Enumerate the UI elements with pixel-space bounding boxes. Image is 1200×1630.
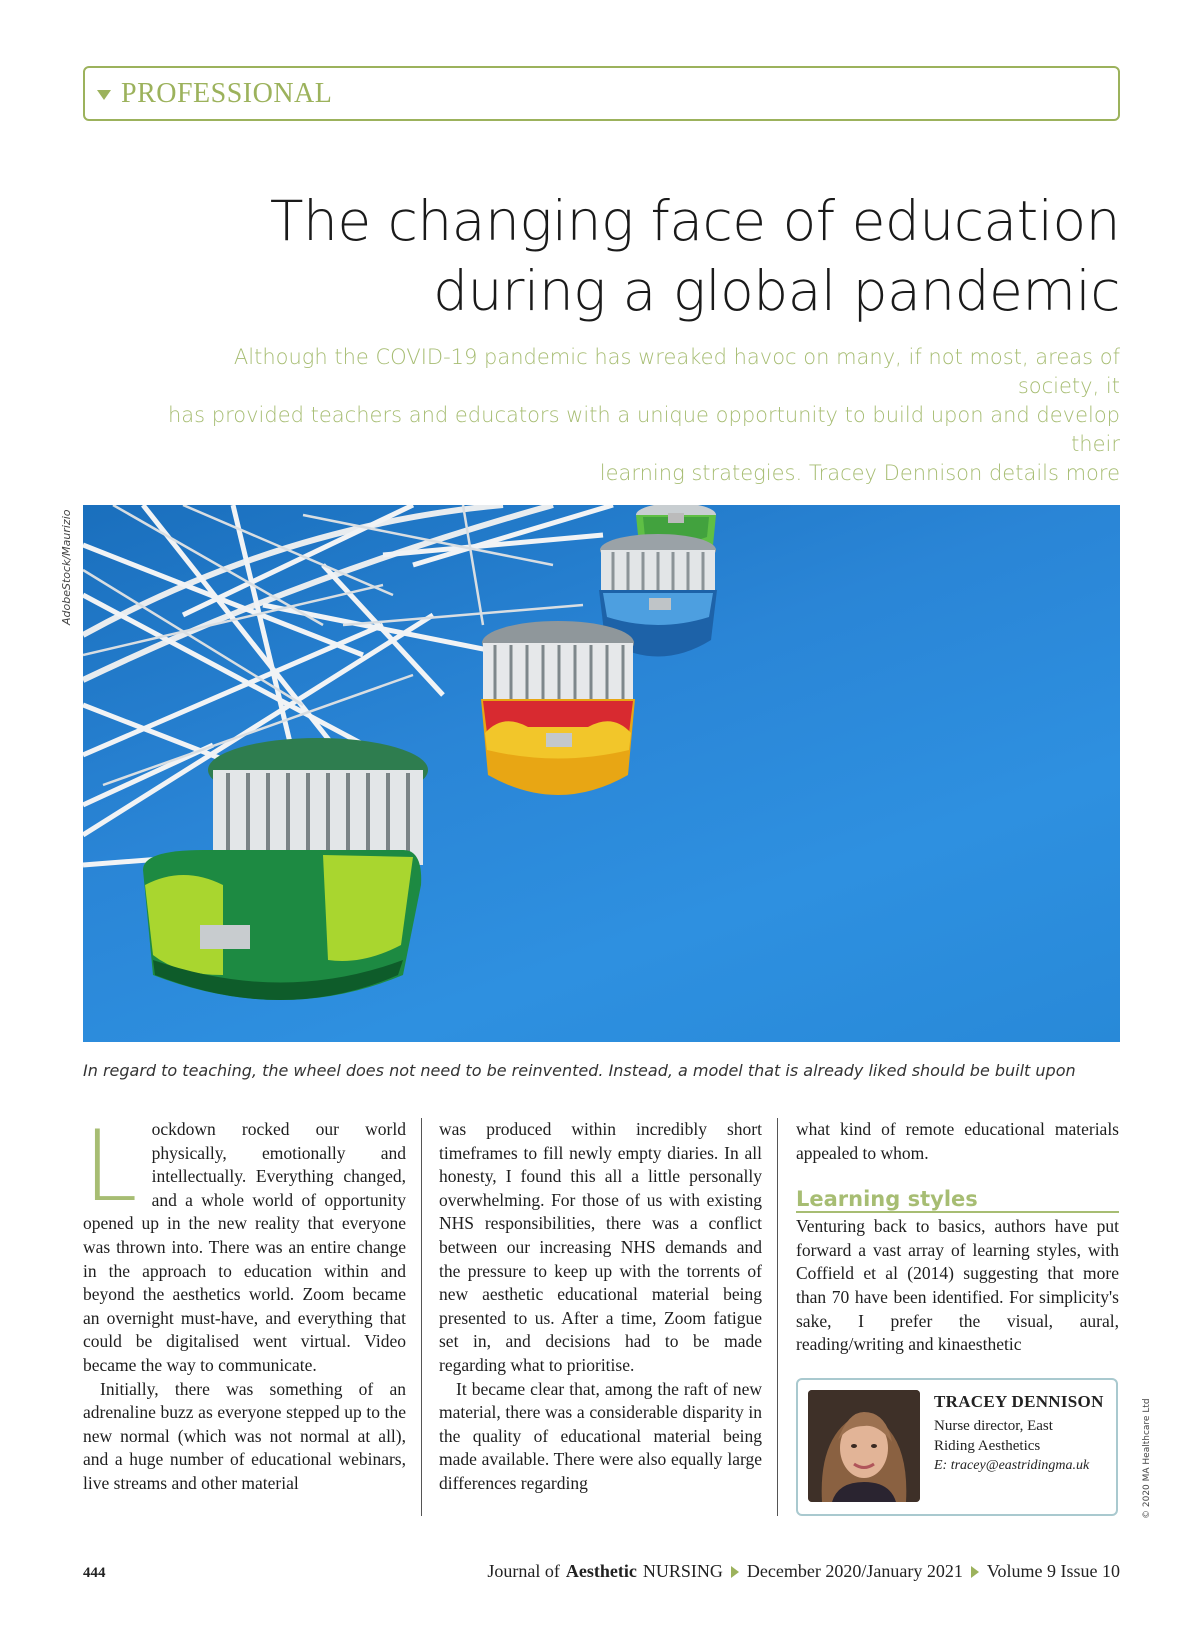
triangle-down-icon xyxy=(97,90,111,100)
body-column-3 xyxy=(796,1118,1119,1358)
triangle-right-icon xyxy=(971,1566,979,1578)
author-role-line: Riding Aesthetics xyxy=(934,1438,1041,1454)
section-banner xyxy=(83,66,1120,121)
journal-footer xyxy=(487,1561,1120,1582)
issue-date: December 2020/January 2021 xyxy=(746,1561,963,1581)
hero-image xyxy=(83,505,1120,1042)
column-rule xyxy=(421,1118,422,1516)
paragraph-text: ockdown rocked our world physically, emotionally and intellectually. Everything changed, and a whole world of opportunity opened up in the new reality that everyone was thrown into. There was an entire change in the approach to education within and beyond the aesthetics world. Zoom became an overnight must-have, and everything that could be digitalised went virtual. Video became the way to communicate. xyxy=(83,1119,406,1375)
body-column-1 xyxy=(83,1110,406,1518)
section-label: PROFESSIONAL xyxy=(121,77,333,109)
gondola-green xyxy=(143,738,428,1000)
title-line: during a global pandemic xyxy=(433,259,1120,323)
standfirst-line: learning strategies. Tracey Dennison details more xyxy=(599,461,1120,485)
author-role-line: Nurse director, East xyxy=(934,1418,1053,1434)
column-rule xyxy=(777,1118,778,1516)
author-email[interactable]: E: tracey@eastridingma.uk xyxy=(934,1458,1090,1473)
paragraph: Venturing back to basics, authors have put forward a vast array of learning styles, with Coffield et al (2014) suggesting that more than 70 have been identified. For simplicity's sake, I prefer the visual, aural, reading/writing and kinaesthetic xyxy=(796,1216,1119,1355)
author-role xyxy=(934,1416,1104,1456)
author-box xyxy=(796,1378,1118,1516)
avatar xyxy=(808,1390,920,1502)
volume-issue: Volume 9 Issue 10 xyxy=(986,1561,1120,1581)
photo-credit: AdobeStock/Maurizio xyxy=(60,509,73,625)
copyright-notice: © 2020 MA Healthcare Ltd xyxy=(1142,1398,1152,1519)
standfirst-line: Although the COVID-19 pandemic has wreaked havoc on many, if not most, areas of society, it xyxy=(233,345,1120,398)
journal-bold: Aesthetic xyxy=(565,1561,637,1581)
image-caption: In regard to teaching, the wheel does not need to be reinvented. Instead, a model that is already liked should be built upon xyxy=(83,1061,1076,1080)
journal-suffix: NURSING xyxy=(642,1561,723,1581)
paragraph: Initially, there was something of an adrenaline buzz as everyone stepped up to the new normal (which was not normal at all), and a huge number of educational webinars, live streams and other material xyxy=(83,1378,406,1493)
ferris-wheel-illustration xyxy=(83,505,1120,1042)
page-number: 444 xyxy=(83,1565,106,1581)
body-column-2 xyxy=(439,1118,762,1518)
author-name: TRACEY DENNISON xyxy=(934,1392,1104,1411)
title-line: The changing face of education xyxy=(269,189,1120,253)
article-title xyxy=(200,186,1120,326)
paragraph: what kind of remote educational materials appealed to whom. xyxy=(796,1119,1119,1163)
paragraph: was produced within incredibly short timeframes to fill newly empty diaries. In all honesty, I found this all a little personally overwhelming. For those of us with existing NHS responsibilities, there was a conflict between our increasing NHS demands and the pressure to keep up with the torrents of new aesthetic educational material being presented to us. After a time, Zoom fatigue set in, and decisions had to be made regarding what to prioritise. xyxy=(439,1119,762,1375)
journal-prefix: Journal of xyxy=(487,1561,560,1581)
standfirst-line: has provided teachers and educators with a unique opportunity to build upon and develop their xyxy=(167,403,1120,456)
paragraph: It became clear that, among the raft of new material, there was a considerable disparity in the quality of educational material being made available. There were also equally large differences regarding xyxy=(439,1378,762,1493)
drop-cap: L xyxy=(83,1110,138,1224)
subhead: Learning styles xyxy=(796,1187,1119,1213)
gondola-red xyxy=(481,621,635,795)
author-photo-icon xyxy=(808,1390,920,1502)
author-info xyxy=(934,1390,1104,1474)
paragraph xyxy=(83,1110,406,1378)
standfirst xyxy=(150,343,1120,488)
triangle-right-icon xyxy=(731,1566,739,1578)
